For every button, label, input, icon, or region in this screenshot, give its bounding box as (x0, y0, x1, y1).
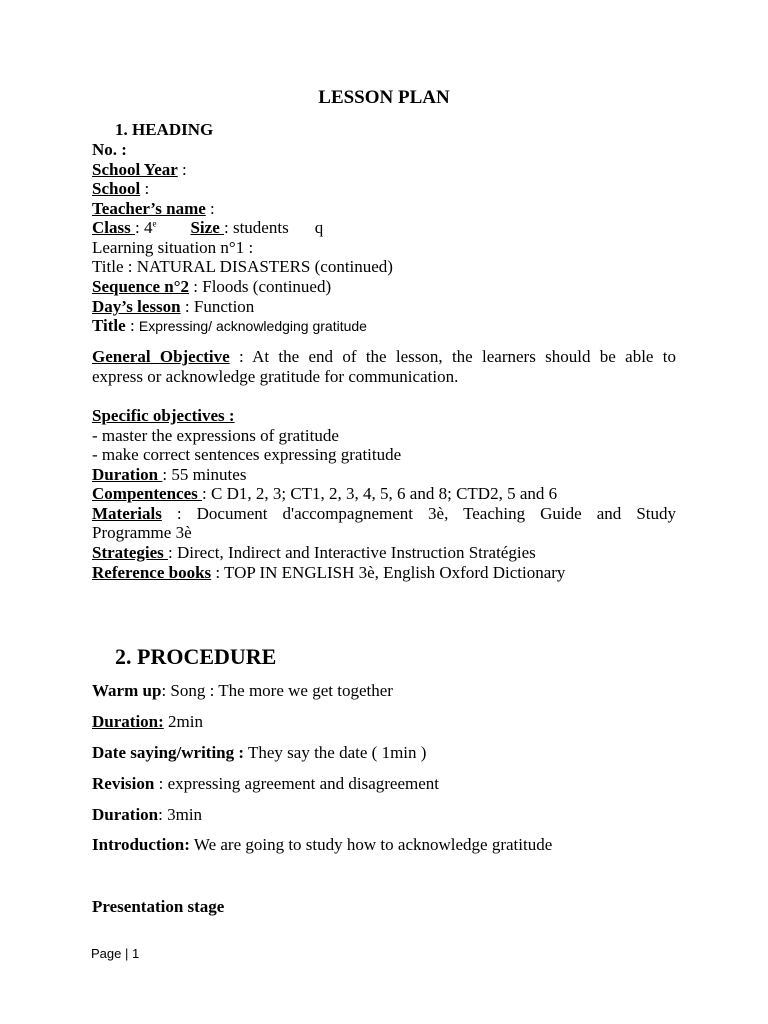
class-value: : 4 (134, 218, 153, 237)
size-value: : students (224, 218, 289, 237)
school-sep: : (140, 179, 150, 198)
situation-title-line: Title : NATURAL DISASTERS (continued) (92, 257, 393, 276)
section-heading: 1. HEADING (115, 120, 214, 139)
teacher-sep: : (205, 199, 215, 218)
page-footer (91, 946, 139, 961)
duration-line (92, 465, 246, 485)
document-title: LESSON PLAN (318, 87, 450, 108)
days-lesson-value: : Function (180, 297, 255, 316)
specific-objectives-label: Specific objectives : (92, 406, 235, 425)
page-separator: | (125, 946, 129, 961)
strategies-label: Strategies (92, 543, 169, 562)
duration-revision-line (92, 805, 202, 825)
date-saying-line (92, 743, 426, 763)
procedure-heading: 2. PROCEDURE (115, 644, 277, 669)
introduction-label: Introduction: (92, 835, 190, 854)
duration-value: : 55 minutes (162, 465, 247, 484)
strategies-value: : Direct, Indirect and Interactive Instruction Stratégies (168, 543, 536, 562)
school-line (92, 179, 149, 199)
sequence-line (92, 277, 331, 297)
sequence-value: : Floods (continued) (189, 277, 332, 296)
specific-objective-item: - make correct sentences expressing gratitude (92, 445, 402, 464)
reference-books-line (92, 563, 565, 583)
introduction-value: We are going to study how to acknowledge gratitude (189, 835, 553, 854)
class-label: Class (92, 218, 135, 237)
duration-revision-label: Duration (92, 805, 159, 824)
reference-books-label: Reference books (92, 563, 212, 582)
competences-value: : C D1, 2, 3; CT1, 2, 3, 4, 5, 6 and 8; CTD2, 5 and 6 (202, 484, 558, 503)
lesson-title-sep: : (125, 316, 139, 335)
learning-situation-line: Learning situation n°1 : (92, 238, 254, 257)
revision-label: Revision (92, 774, 155, 793)
materials-text: : Document d'accompagnement 3è, Teaching Guide and Study (161, 504, 676, 523)
lesson-title-line (92, 316, 367, 336)
class-superscript: e (152, 218, 157, 229)
teacher-line (92, 199, 215, 219)
duration-label: Duration (92, 465, 163, 484)
sequence-label: Sequence n°2 (92, 277, 190, 296)
size-extra: q (314, 218, 324, 237)
general-objective-line2: express or acknowledge gratitude for communication. (92, 367, 459, 386)
lesson-title-value: Expressing/ acknowledging gratitude (138, 318, 367, 334)
school-year-sep: : (177, 160, 187, 179)
revision-line (92, 774, 439, 794)
duration-warmup-value: 2min (163, 712, 203, 731)
specific-objective-item: - master the expressions of gratitude (92, 426, 339, 445)
number-line: No. : (92, 140, 127, 159)
general-objective-label: General Objective (92, 347, 230, 366)
school-label: School (92, 179, 141, 198)
class-size-line (92, 218, 323, 238)
teacher-label: Teacher’s name (92, 199, 206, 218)
competences-line (92, 484, 557, 504)
warm-up-label: Warm up (92, 681, 162, 700)
materials-label: Materials (92, 504, 162, 523)
date-saying-label: Date saying/writing : (92, 743, 245, 762)
size-label: Size (190, 218, 224, 237)
materials-line2: Programme 3è (92, 523, 192, 542)
duration-revision-value: : 3min (158, 805, 203, 824)
school-year-line (92, 160, 187, 180)
revision-value: : expressing agreement and disagreement (154, 774, 439, 793)
warm-up-value: : Song : The more we get together (161, 681, 393, 700)
duration-warmup-line (92, 712, 203, 732)
page-label: Page (91, 946, 122, 961)
school-year-label: School Year (92, 160, 178, 179)
page-number: 1 (132, 946, 140, 961)
strategies-line (92, 543, 536, 563)
lesson-title-label: Title (92, 316, 126, 335)
general-objective-line1 (92, 347, 676, 367)
days-lesson-line (92, 297, 254, 317)
presentation-stage-heading: Presentation stage (92, 897, 225, 916)
materials-line1 (92, 504, 676, 524)
introduction-line (92, 835, 552, 855)
days-lesson-label: Day’s lesson (92, 297, 181, 316)
general-objective-text: : At the end of the lesson, the learners should be able to (229, 347, 676, 366)
warm-up-line (92, 681, 393, 701)
competences-label: Compentences (92, 484, 203, 503)
date-saying-value: They say the date ( 1min ) (244, 743, 427, 762)
duration-warmup-label: Duration: (92, 712, 164, 731)
reference-books-value: : TOP IN ENGLISH 3è, English Oxford Dictionary (211, 563, 566, 582)
